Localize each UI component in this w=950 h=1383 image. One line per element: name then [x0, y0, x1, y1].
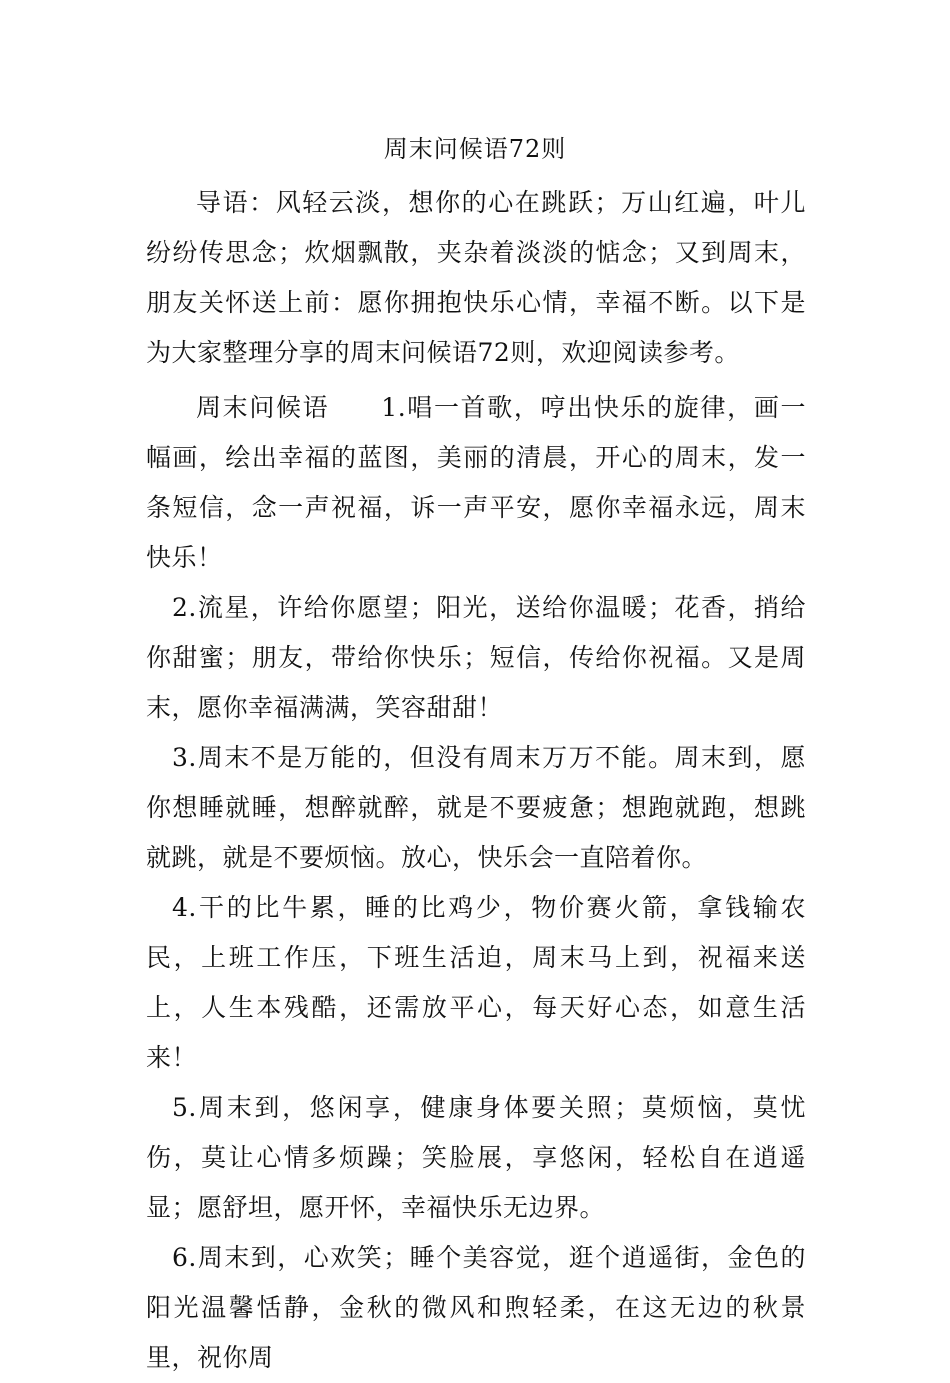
- item-3-paragraph: 3.周末不是万能的，但没有周末万万不能。周末到，愿你想睡就睡，想醉就醉，就是不要疲惫；想跑就跑，想跳就跳，就是不要烦恼。放心，快乐会一直陪着你。: [146, 743, 806, 872]
- item-1-text: 1.唱一首歌，哼出快乐的旋律，画一幅画，绘出幸福的蓝图，美丽的清晨，开心的周末，发一条短信，念一声祝福，诉一声平安，愿你幸福永远，周末快乐！: [146, 393, 806, 572]
- intro-paragraph: 导语：风轻云淡，想你的心在跳跃；万山红遍，叶儿纷纷传思念；炊烟飘散，夹杂着淡淡的惦念；又到周末，朋友关怀送上前：愿你拥抱快乐心情，幸福不断。以下是为大家整理分享的周末问候语72则，欢迎阅读参考。: [146, 188, 806, 367]
- document-body: [146, 178, 806, 1383]
- section-label: 周末问候语: [196, 393, 330, 422]
- item-5-paragraph: 5.周末到，悠闲享，健康身体要关照；莫烦恼，莫忧伤，莫让心情多烦躁；笑脸展，享悠闲，轻松自在逍遥显；愿舒坦，愿开怀，幸福快乐无边界。: [146, 1093, 806, 1222]
- document-title: 周末问候语72则: [383, 135, 567, 163]
- item-2-paragraph: 2.流星，许给你愿望；阳光，送给你温暖；花香，捎给你甜蜜；朋友，带给你快乐；短信，传给你祝福。又是周末，愿你幸福满满，笑容甜甜！: [146, 593, 806, 722]
- item-6-paragraph: 6.周末到，心欢笑；睡个美容觉，逛个逍遥街，金色的阳光温馨恬静，金秋的微风和煦轻柔，在这无边的秋景里，祝你周: [146, 1243, 806, 1372]
- item-1-paragraph: [146, 383, 806, 583]
- item-4-paragraph: 4.干的比牛累，睡的比鸡少，物价赛火箭，拿钱输农民，上班工作压，下班生活迫，周末马上到，祝福来送上，人生本残酷，还需放平心，每天好心态，如意生活来！: [146, 893, 806, 1072]
